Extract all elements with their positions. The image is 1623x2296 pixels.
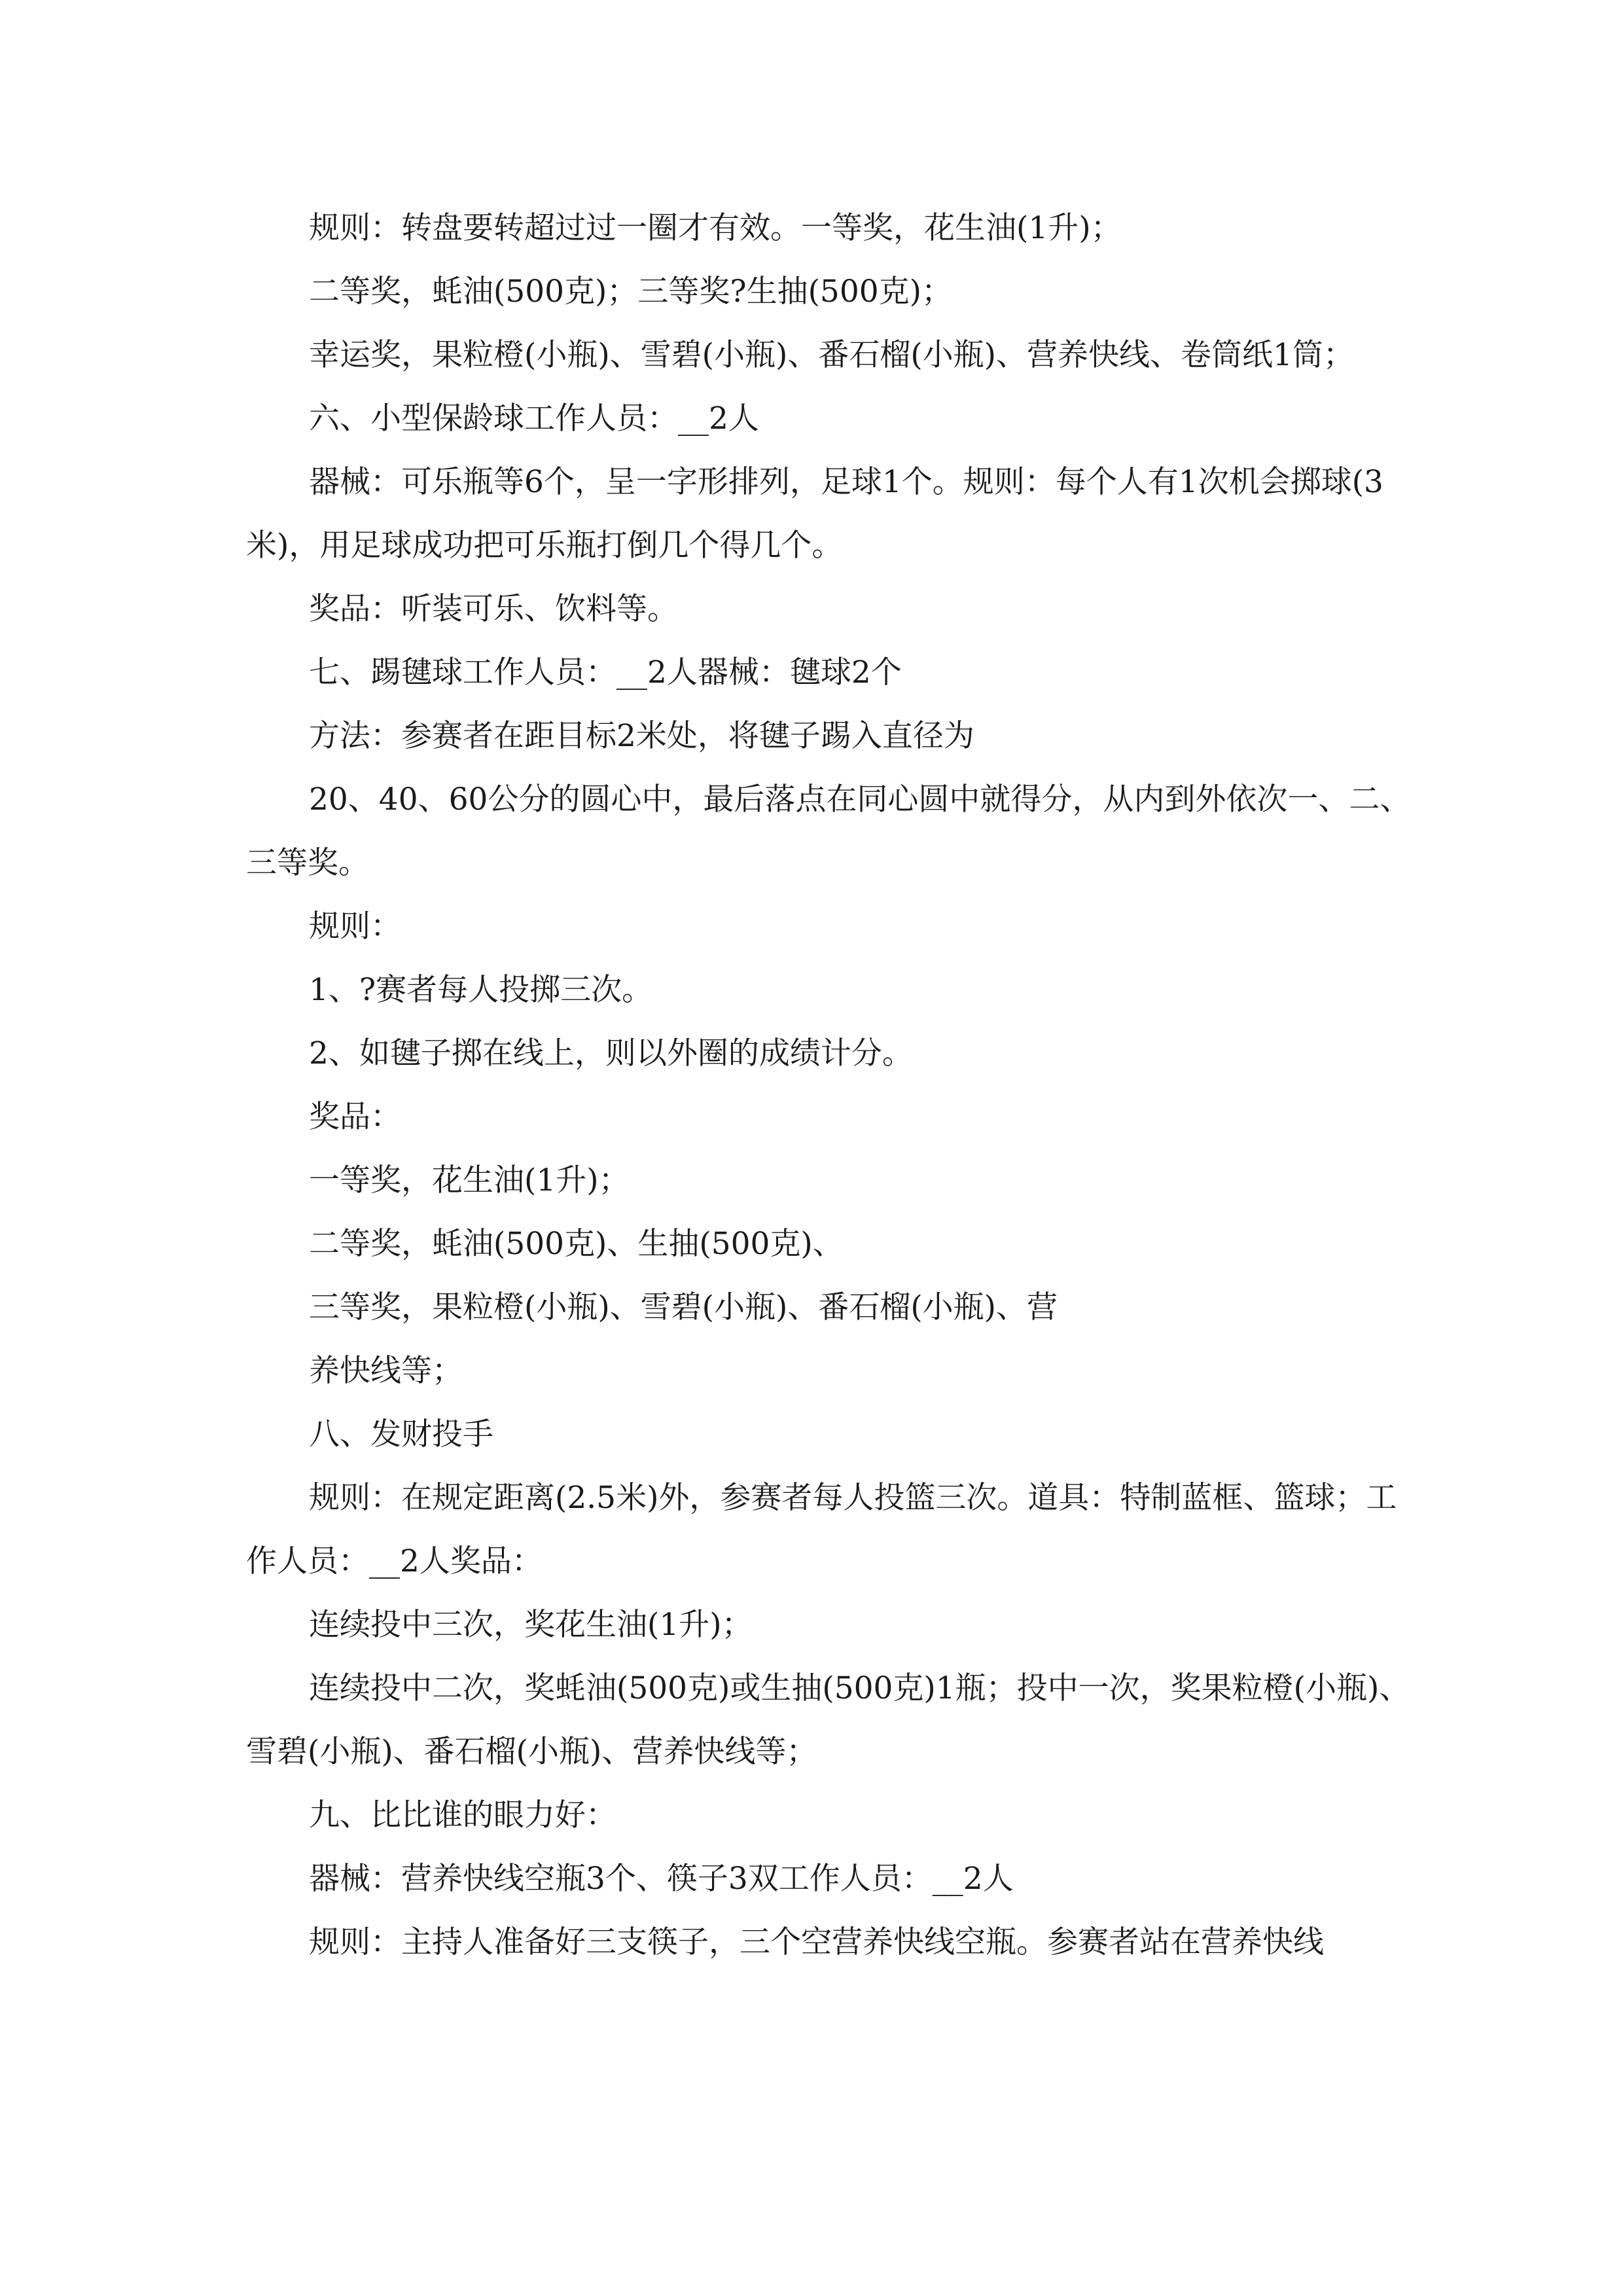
paragraph-eyesight-rules: 规则：主持人准备好三支筷子，三个空营养快线空瓶。参赛者站在营养快线: [309, 1924, 1324, 1960]
paragraph-third-prize: 三等奖，果粒橙(小瓶)、雪碧(小瓶)、番石榴(小瓶)、营: [309, 1289, 1058, 1325]
paragraph-prizes-label: 奖品：: [309, 1099, 401, 1135]
paragraph-two-one-shots-prize: 连续投中二次，奖蚝油(500克)或生抽(500克)1瓶；投中一次，奖果粒橙(小瓶)、雪碧(小瓶)、番石榴(小瓶)、营养快线等；: [246, 1670, 1410, 1770]
heading-section-nine: 九、比比谁的眼力好：: [309, 1797, 616, 1833]
heading-section-six: 六、小型保龄球工作人员：__2人: [309, 401, 759, 437]
paragraph-lucky-prize: 幸运奖，果粒橙(小瓶)、雪碧(小瓶)、番石榴(小瓶)、营养快线、卷筒纸1筒；: [309, 337, 1354, 373]
paragraph-third-prize-cont: 养快线等；: [309, 1353, 463, 1389]
heading-section-seven: 七、踢毽球工作人员：__2人器械：毽球2个: [309, 655, 902, 691]
paragraph-rules-label: 规则：: [309, 908, 401, 944]
paragraph-eyesight-equipment: 器械：营养快线空瓶3个、筷子3双工作人员：__2人: [309, 1861, 1014, 1897]
heading-section-eight: 八、发财投手: [309, 1416, 493, 1452]
paragraph-second-prize: 二等奖，蚝油(500克)、生抽(500克)、: [309, 1226, 844, 1262]
paragraph-bowling-equipment-rules: 器械：可乐瓶等6个，呈一字形排列，足球1个。规则：每个人有1次机会掷球(3米)，用足球成功把可乐瓶打倒几个得几个。: [246, 464, 1383, 564]
paragraph-turntable-rules: 规则：转盘要转超过过一圈才有效。一等奖，花生油(1升)；: [309, 210, 1122, 246]
paragraph-basketball-rules: 规则：在规定距离(2.5米)外，参赛者每人投篮三次。道具：特制蓝框、篮球；工作人员：__2人奖品：: [246, 1480, 1397, 1579]
paragraph-shuttlecock-scoring: 20、40、60公分的圆心中，最后落点在同心圆中就得分，从内到外依次一、二、三等奖。: [246, 781, 1411, 881]
paragraph-three-shots-prize: 连续投中三次，奖花生油(1升)；: [309, 1607, 753, 1643]
paragraph-first-prize: 一等奖，花生油(1升)；: [309, 1162, 630, 1198]
paragraph-second-third-prize: 二等奖，蚝油(500克)；三等奖?生抽(500克)；: [309, 274, 952, 310]
document-body: [246, 196, 1411, 1974]
paragraph-rule-two: 2、如毽子掷在线上，则以外圈的成绩计分。: [309, 1035, 913, 1071]
paragraph-bowling-prizes: 奖品：听装可乐、饮料等。: [309, 591, 678, 627]
paragraph-shuttlecock-method: 方法：参赛者在距目标2米处，将毽子踢入直径为: [309, 718, 974, 754]
paragraph-rule-one: 1、?赛者每人投掷三次。: [309, 972, 653, 1008]
